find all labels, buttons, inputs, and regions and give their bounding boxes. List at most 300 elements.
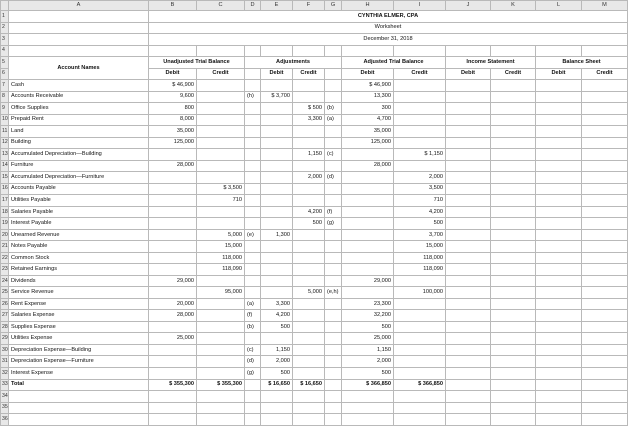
unadjusted-credit[interactable] xyxy=(197,114,245,126)
balance-credit[interactable] xyxy=(582,298,628,310)
unadjusted-debit[interactable] xyxy=(149,172,197,184)
adjustment-credit-ref[interactable] xyxy=(325,310,342,322)
adjusted-credit[interactable] xyxy=(394,137,446,149)
adjustment-debit-ref[interactable] xyxy=(245,103,261,115)
adjusted-credit[interactable]: 100,000 xyxy=(394,287,446,299)
adjusted-credit[interactable] xyxy=(394,114,446,126)
cell[interactable] xyxy=(9,22,149,34)
cell[interactable] xyxy=(582,402,628,414)
account-name[interactable]: Dividends xyxy=(9,275,149,287)
adjustment-credit-ref[interactable]: (a) xyxy=(325,114,342,126)
income-credit[interactable] xyxy=(491,310,536,322)
unadjusted-debit[interactable] xyxy=(149,218,197,230)
adjusted-credit[interactable] xyxy=(394,356,446,368)
adjusted-trial-balance-header[interactable]: Adjusted Trial Balance xyxy=(342,57,446,69)
unadjusted-debit[interactable] xyxy=(149,367,197,379)
cell[interactable] xyxy=(197,414,245,426)
account-name[interactable]: Depreciation Expense—Building xyxy=(9,344,149,356)
unadjusted-credit[interactable] xyxy=(197,310,245,322)
adjustment-debit[interactable] xyxy=(261,241,293,253)
row-header[interactable]: 8 xyxy=(1,91,9,103)
balance-credit[interactable] xyxy=(582,241,628,253)
cell[interactable] xyxy=(293,45,325,57)
adjusted-credit[interactable]: 500 xyxy=(394,218,446,230)
income-credit[interactable] xyxy=(491,333,536,345)
unadjusted-debit[interactable] xyxy=(149,229,197,241)
income-debit[interactable] xyxy=(446,275,491,287)
adjusted-debit[interactable] xyxy=(342,241,394,253)
adjusted-debit[interactable]: 4,700 xyxy=(342,114,394,126)
adjustment-debit[interactable]: 500 xyxy=(261,321,293,333)
account-name[interactable]: Salaries Expense xyxy=(9,310,149,322)
row-header[interactable]: 27 xyxy=(1,310,9,322)
statement-date[interactable]: December 31, 2018 xyxy=(149,34,628,46)
balance-debit[interactable] xyxy=(536,103,582,115)
adjusted-debit[interactable]: 2,000 xyxy=(342,356,394,368)
balance-credit[interactable] xyxy=(582,218,628,230)
cell[interactable] xyxy=(325,414,342,426)
balance-credit[interactable] xyxy=(582,321,628,333)
balance-credit[interactable] xyxy=(582,356,628,368)
row-header[interactable]: 32 xyxy=(1,367,9,379)
adjustments-debit-header[interactable]: Debit xyxy=(261,68,293,80)
adjusted-credit-header[interactable]: Credit xyxy=(394,68,446,80)
adjusted-credit[interactable] xyxy=(394,310,446,322)
adjustment-debit-ref[interactable] xyxy=(245,264,261,276)
column-header-b[interactable]: B xyxy=(149,1,197,11)
row-header[interactable]: 22 xyxy=(1,252,9,264)
cell[interactable] xyxy=(245,391,261,403)
adjustment-debit[interactable] xyxy=(261,218,293,230)
unadjusted-debit[interactable] xyxy=(149,344,197,356)
balance-credit[interactable] xyxy=(582,114,628,126)
adjustment-debit-ref[interactable] xyxy=(245,206,261,218)
income-credit[interactable] xyxy=(491,218,536,230)
income-credit[interactable] xyxy=(491,149,536,161)
adjusted-credit[interactable] xyxy=(394,298,446,310)
cell[interactable] xyxy=(245,414,261,426)
cell[interactable] xyxy=(149,45,197,57)
adjustment-debit-ref[interactable]: (b) xyxy=(245,321,261,333)
adjusted-credit[interactable] xyxy=(394,333,446,345)
balance-debit[interactable] xyxy=(536,287,582,299)
income-credit[interactable] xyxy=(491,379,536,391)
unadjusted-debit[interactable]: 29,000 xyxy=(149,275,197,287)
balance-credit[interactable] xyxy=(582,206,628,218)
cell[interactable] xyxy=(582,414,628,426)
adjustment-credit-ref[interactable] xyxy=(325,126,342,138)
adjusted-debit[interactable]: 28,000 xyxy=(342,160,394,172)
unadjusted-debit[interactable] xyxy=(149,183,197,195)
adjustment-credit-ref[interactable] xyxy=(325,80,342,92)
adjustment-debit-ref[interactable] xyxy=(245,80,261,92)
adjusted-credit[interactable]: $ 366,850 xyxy=(394,379,446,391)
unadjusted-credit[interactable] xyxy=(197,218,245,230)
cell[interactable] xyxy=(325,45,342,57)
income-credit[interactable] xyxy=(491,126,536,138)
cell[interactable] xyxy=(491,45,536,57)
balance-debit[interactable] xyxy=(536,149,582,161)
adjustment-debit[interactable] xyxy=(261,287,293,299)
adjustment-debit[interactable] xyxy=(261,160,293,172)
cell[interactable] xyxy=(9,34,149,46)
account-name[interactable]: Salaries Payable xyxy=(9,206,149,218)
balance-debit[interactable] xyxy=(536,114,582,126)
row-header[interactable]: 15 xyxy=(1,172,9,184)
balance-credit[interactable] xyxy=(582,379,628,391)
adjusted-debit[interactable]: 1,150 xyxy=(342,344,394,356)
income-debit[interactable] xyxy=(446,218,491,230)
income-debit[interactable] xyxy=(446,356,491,368)
adjustment-debit[interactable]: 500 xyxy=(261,367,293,379)
balance-sheet-header[interactable]: Balance Sheet xyxy=(536,57,628,69)
adjustments-credit-header[interactable]: Credit xyxy=(293,68,325,80)
adjusted-credit[interactable]: 15,000 xyxy=(394,241,446,253)
adjustment-credit-ref[interactable]: (c) xyxy=(325,149,342,161)
balance-debit[interactable] xyxy=(536,367,582,379)
unadjusted-debit[interactable]: $ 46,900 xyxy=(149,80,197,92)
column-header-j[interactable]: J xyxy=(446,1,491,11)
balance-debit[interactable] xyxy=(536,195,582,207)
adjustment-debit[interactable] xyxy=(261,103,293,115)
income-credit-header[interactable]: Credit xyxy=(491,68,536,80)
row-header[interactable]: 28 xyxy=(1,321,9,333)
cell[interactable] xyxy=(261,402,293,414)
adjusted-credit[interactable] xyxy=(394,367,446,379)
row-header[interactable]: 25 xyxy=(1,287,9,299)
cell[interactable] xyxy=(491,391,536,403)
adjustment-debit-ref[interactable]: (d) xyxy=(245,356,261,368)
adjusted-credit[interactable]: 3,500 xyxy=(394,183,446,195)
unadjusted-debit-header[interactable]: Debit xyxy=(149,68,197,80)
income-debit[interactable] xyxy=(446,298,491,310)
adjustment-debit[interactable] xyxy=(261,137,293,149)
adjustment-credit[interactable] xyxy=(293,310,325,322)
income-debit[interactable] xyxy=(446,379,491,391)
unadjusted-credit[interactable] xyxy=(197,298,245,310)
unadjusted-debit[interactable]: $ 355,300 xyxy=(149,379,197,391)
balance-credit[interactable] xyxy=(582,367,628,379)
unadjusted-debit[interactable]: 35,000 xyxy=(149,126,197,138)
row-header[interactable]: 11 xyxy=(1,126,9,138)
balance-debit[interactable] xyxy=(536,298,582,310)
income-debit[interactable] xyxy=(446,172,491,184)
balance-debit[interactable] xyxy=(536,264,582,276)
adjustment-credit-ref[interactable] xyxy=(325,333,342,345)
adjustment-credit[interactable] xyxy=(293,137,325,149)
adjustment-credit[interactable] xyxy=(293,367,325,379)
adjustment-debit[interactable] xyxy=(261,206,293,218)
adjustment-credit-ref[interactable] xyxy=(325,275,342,287)
balance-credit[interactable] xyxy=(582,103,628,115)
cell[interactable] xyxy=(582,45,628,57)
income-credit[interactable] xyxy=(491,264,536,276)
adjustment-debit[interactable] xyxy=(261,149,293,161)
cell[interactable] xyxy=(446,391,491,403)
income-debit[interactable] xyxy=(446,229,491,241)
cell[interactable] xyxy=(394,391,446,403)
row-header[interactable]: 33 xyxy=(1,379,9,391)
cell[interactable] xyxy=(261,414,293,426)
unadjusted-debit[interactable] xyxy=(149,241,197,253)
income-credit[interactable] xyxy=(491,160,536,172)
account-name[interactable]: Notes Payable xyxy=(9,241,149,253)
cell[interactable] xyxy=(197,45,245,57)
adjustment-debit-ref[interactable]: (a) xyxy=(245,298,261,310)
balance-credit[interactable] xyxy=(582,91,628,103)
income-credit[interactable] xyxy=(491,206,536,218)
column-header-l[interactable]: L xyxy=(536,1,582,11)
adjustment-credit-ref[interactable] xyxy=(325,379,342,391)
income-credit[interactable] xyxy=(491,275,536,287)
unadjusted-debit[interactable]: 28,000 xyxy=(149,310,197,322)
adjusted-debit[interactable] xyxy=(342,229,394,241)
column-header-f[interactable]: F xyxy=(293,1,325,11)
adjusted-credit[interactable]: 710 xyxy=(394,195,446,207)
income-debit[interactable] xyxy=(446,252,491,264)
row-header[interactable]: 7 xyxy=(1,80,9,92)
income-credit[interactable] xyxy=(491,356,536,368)
account-name[interactable]: Supplies Expense xyxy=(9,321,149,333)
unadjusted-credit[interactable] xyxy=(197,333,245,345)
income-debit[interactable] xyxy=(446,149,491,161)
adjustment-credit[interactable] xyxy=(293,264,325,276)
adjusted-credit[interactable]: $ 1,150 xyxy=(394,149,446,161)
unadjusted-debit[interactable] xyxy=(149,321,197,333)
adjustment-debit[interactable] xyxy=(261,195,293,207)
income-debit[interactable] xyxy=(446,183,491,195)
balance-debit[interactable] xyxy=(536,356,582,368)
unadjusted-debit[interactable] xyxy=(149,252,197,264)
income-credit[interactable] xyxy=(491,229,536,241)
row-header[interactable]: 12 xyxy=(1,137,9,149)
adjustment-debit-ref[interactable] xyxy=(245,218,261,230)
cell[interactable] xyxy=(261,45,293,57)
adjusted-debit[interactable] xyxy=(342,183,394,195)
adjustment-credit-ref[interactable] xyxy=(325,252,342,264)
account-name[interactable]: Service Revenue xyxy=(9,287,149,299)
account-name[interactable]: Accumulated Depreciation—Building xyxy=(9,149,149,161)
adjusted-credit[interactable]: 4,200 xyxy=(394,206,446,218)
adjustment-credit-ref[interactable] xyxy=(325,137,342,149)
row-header[interactable]: 35 xyxy=(1,402,9,414)
account-name[interactable]: Furniture xyxy=(9,160,149,172)
account-name[interactable]: Unearned Revenue xyxy=(9,229,149,241)
account-name[interactable]: Accumulated Depreciation—Furniture xyxy=(9,172,149,184)
adjustment-debit[interactable]: 1,150 xyxy=(261,344,293,356)
unadjusted-debit[interactable] xyxy=(149,264,197,276)
balance-credit[interactable] xyxy=(582,172,628,184)
column-header-a[interactable]: A xyxy=(9,1,149,11)
row-header[interactable]: 17 xyxy=(1,195,9,207)
adjusted-credit[interactable] xyxy=(394,275,446,287)
balance-debit[interactable] xyxy=(536,275,582,287)
adjustment-credit-ref[interactable] xyxy=(325,241,342,253)
cell[interactable] xyxy=(245,68,261,80)
row-header[interactable]: 5 xyxy=(1,57,9,69)
adjustment-credit[interactable] xyxy=(293,333,325,345)
adjustment-credit-ref[interactable]: (g) xyxy=(325,218,342,230)
adjustment-debit[interactable]: 4,200 xyxy=(261,310,293,322)
adjustment-credit[interactable]: 3,300 xyxy=(293,114,325,126)
adjustment-debit-ref[interactable] xyxy=(245,126,261,138)
adjusted-debit[interactable]: 500 xyxy=(342,321,394,333)
income-credit[interactable] xyxy=(491,252,536,264)
adjustment-debit[interactable] xyxy=(261,252,293,264)
balance-debit[interactable] xyxy=(536,252,582,264)
row-header[interactable]: 24 xyxy=(1,275,9,287)
adjustment-credit-ref[interactable] xyxy=(325,321,342,333)
adjustment-debit[interactable]: 2,000 xyxy=(261,356,293,368)
cell[interactable] xyxy=(394,45,446,57)
cell[interactable] xyxy=(536,414,582,426)
balance-credit[interactable] xyxy=(582,229,628,241)
adjustment-credit-ref[interactable]: (e,h) xyxy=(325,287,342,299)
row-header[interactable]: 29 xyxy=(1,333,9,345)
income-credit[interactable] xyxy=(491,91,536,103)
cell[interactable] xyxy=(9,414,149,426)
unadjusted-credit[interactable] xyxy=(197,172,245,184)
row-header[interactable]: 6 xyxy=(1,68,9,80)
income-credit[interactable] xyxy=(491,344,536,356)
income-debit[interactable] xyxy=(446,287,491,299)
adjusted-debit[interactable]: 13,300 xyxy=(342,91,394,103)
income-debit[interactable] xyxy=(446,264,491,276)
adjustment-debit-ref[interactable]: (h) xyxy=(245,91,261,103)
account-name[interactable]: Total xyxy=(9,379,149,391)
adjusted-credit[interactable] xyxy=(394,126,446,138)
balance-debit-header[interactable]: Debit xyxy=(536,68,582,80)
adjusted-debit[interactable]: 23,300 xyxy=(342,298,394,310)
adjusted-debit[interactable]: 500 xyxy=(342,367,394,379)
adjustment-debit[interactable] xyxy=(261,126,293,138)
row-header[interactable]: 36 xyxy=(1,414,9,426)
row-header[interactable]: 18 xyxy=(1,206,9,218)
row-header[interactable]: 13 xyxy=(1,149,9,161)
adjusted-debit[interactable]: 35,000 xyxy=(342,126,394,138)
cell[interactable] xyxy=(342,45,394,57)
balance-debit[interactable] xyxy=(536,126,582,138)
adjustment-credit-ref[interactable]: (f) xyxy=(325,206,342,218)
account-name[interactable]: Retained Earnings xyxy=(9,264,149,276)
adjustment-credit-ref[interactable] xyxy=(325,344,342,356)
account-name[interactable]: Prepaid Rent xyxy=(9,114,149,126)
unadjusted-credit[interactable]: $ 355,300 xyxy=(197,379,245,391)
income-debit[interactable] xyxy=(446,91,491,103)
adjustment-credit[interactable]: 2,000 xyxy=(293,172,325,184)
unadjusted-debit[interactable] xyxy=(149,195,197,207)
unadjusted-debit[interactable] xyxy=(149,206,197,218)
balance-debit[interactable] xyxy=(536,218,582,230)
adjusted-credit[interactable] xyxy=(394,80,446,92)
balance-debit[interactable] xyxy=(536,172,582,184)
adjusted-credit[interactable]: 118,000 xyxy=(394,252,446,264)
balance-debit[interactable] xyxy=(536,206,582,218)
adjustment-credit[interactable] xyxy=(293,183,325,195)
column-header-m[interactable]: M xyxy=(582,1,628,11)
account-names-header[interactable]: Account Names xyxy=(9,57,149,80)
adjustment-credit-ref[interactable]: (d) xyxy=(325,172,342,184)
cell[interactable] xyxy=(342,402,394,414)
adjustment-debit[interactable]: 3,300 xyxy=(261,298,293,310)
adjusted-debit-header[interactable]: Debit xyxy=(342,68,394,80)
adjustment-debit[interactable] xyxy=(261,264,293,276)
column-header-h[interactable]: H xyxy=(342,1,394,11)
unadjusted-credit[interactable] xyxy=(197,126,245,138)
adjusted-credit[interactable] xyxy=(394,321,446,333)
balance-credit[interactable] xyxy=(582,137,628,149)
account-name[interactable]: Utilities Payable xyxy=(9,195,149,207)
cell[interactable] xyxy=(446,414,491,426)
row-header[interactable]: 23 xyxy=(1,264,9,276)
cell[interactable] xyxy=(342,391,394,403)
cell[interactable] xyxy=(293,391,325,403)
income-credit[interactable] xyxy=(491,321,536,333)
account-name[interactable]: Interest Payable xyxy=(9,218,149,230)
income-debit[interactable] xyxy=(446,321,491,333)
adjustment-debit-ref[interactable] xyxy=(245,195,261,207)
unadjusted-debit[interactable] xyxy=(149,149,197,161)
adjustment-credit[interactable] xyxy=(293,126,325,138)
income-credit[interactable] xyxy=(491,298,536,310)
adjustment-credit-ref[interactable] xyxy=(325,183,342,195)
account-name[interactable]: Accounts Receivable xyxy=(9,91,149,103)
balance-credit[interactable] xyxy=(582,195,628,207)
row-header[interactable]: 30 xyxy=(1,344,9,356)
cell[interactable] xyxy=(197,402,245,414)
cell[interactable] xyxy=(536,402,582,414)
adjustment-credit-ref[interactable] xyxy=(325,264,342,276)
adjustment-credit[interactable] xyxy=(293,321,325,333)
income-debit[interactable] xyxy=(446,137,491,149)
cell[interactable] xyxy=(394,402,446,414)
adjustment-credit[interactable]: 5,000 xyxy=(293,287,325,299)
unadjusted-credit[interactable] xyxy=(197,91,245,103)
balance-credit-header[interactable]: Credit xyxy=(582,68,628,80)
balance-debit[interactable] xyxy=(536,379,582,391)
adjustment-credit[interactable] xyxy=(293,356,325,368)
adjustment-debit[interactable] xyxy=(261,333,293,345)
row-header[interactable]: 2 xyxy=(1,22,9,34)
balance-credit[interactable] xyxy=(582,344,628,356)
balance-credit[interactable] xyxy=(582,310,628,322)
cell[interactable] xyxy=(325,391,342,403)
row-header[interactable]: 21 xyxy=(1,241,9,253)
cell[interactable] xyxy=(325,402,342,414)
column-header-c[interactable]: C xyxy=(197,1,245,11)
unadjusted-debit[interactable]: 9,600 xyxy=(149,91,197,103)
adjustment-debit[interactable]: $ 16,650 xyxy=(261,379,293,391)
unadjusted-debit[interactable] xyxy=(149,287,197,299)
adjusted-debit[interactable] xyxy=(342,264,394,276)
balance-debit[interactable] xyxy=(536,241,582,253)
cell[interactable] xyxy=(149,402,197,414)
balance-debit[interactable] xyxy=(536,137,582,149)
unadjusted-credit-header[interactable]: Credit xyxy=(197,68,245,80)
cell[interactable] xyxy=(293,414,325,426)
adjustment-credit[interactable] xyxy=(293,80,325,92)
balance-debit[interactable] xyxy=(536,310,582,322)
balance-credit[interactable] xyxy=(582,287,628,299)
unadjusted-credit[interactable] xyxy=(197,80,245,92)
balance-debit[interactable] xyxy=(536,333,582,345)
balance-debit[interactable] xyxy=(536,160,582,172)
adjustment-credit-ref[interactable]: (b) xyxy=(325,103,342,115)
adjustment-credit-ref[interactable] xyxy=(325,367,342,379)
unadjusted-debit[interactable]: 125,000 xyxy=(149,137,197,149)
account-name[interactable]: Utilities Expense xyxy=(9,333,149,345)
balance-credit[interactable] xyxy=(582,183,628,195)
